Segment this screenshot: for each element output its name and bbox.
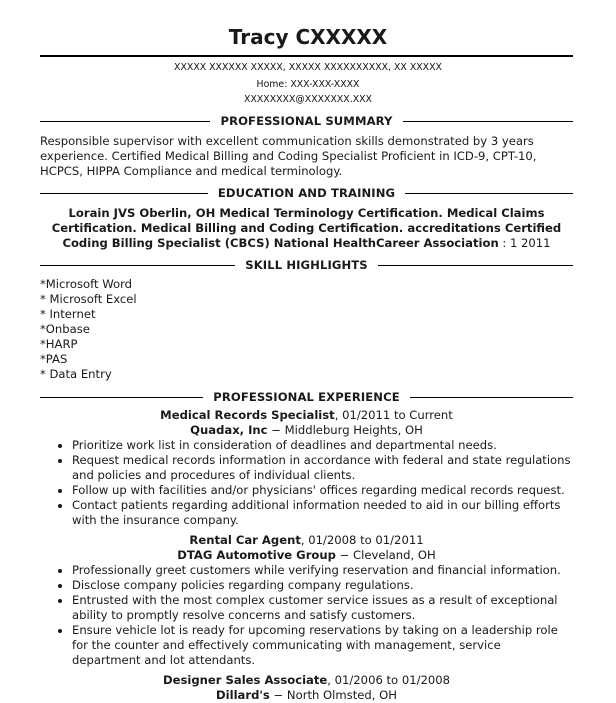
job-bullet: • Request medical records information in accordance with federal and state regulations and policies and procedures of individual clients. <box>72 453 573 483</box>
section-heading-education <box>40 186 573 200</box>
heading-rule-right <box>403 121 573 122</box>
experience-list <box>40 408 573 703</box>
job-company-line <box>40 548 573 563</box>
job-entry <box>40 673 573 703</box>
contact-address: XXXXX XXXXXX XXXXX, XXXXX XXXXXXXXXX, XX XXXXX <box>174 62 442 73</box>
job-entry <box>40 533 573 668</box>
skill-item: *Microsoft Word <box>40 277 133 291</box>
job-title: Designer Sales Associate <box>162 673 328 687</box>
job-company-line <box>40 423 573 438</box>
job-company-line <box>40 688 573 703</box>
job-dates: , 01/2011 to Current <box>334 408 453 422</box>
heading-rule-right <box>410 397 573 398</box>
section-heading-label: SKILL HIGHLIGHTS <box>245 257 368 272</box>
job-bullet: • Contact patients regarding additional information needed to aid in our billing efforts with the insurance company. <box>72 498 573 528</box>
skill-item: *HARP <box>40 337 78 351</box>
section-heading-summary <box>40 114 573 128</box>
job-bullet: • Professionally greet customers while verifying reservation and financial information. <box>72 563 573 578</box>
skill-item: *Onbase <box>40 322 90 336</box>
skill-item: * Microsoft Excel <box>40 292 137 306</box>
education-date: : 1 2011 <box>498 236 551 250</box>
contact-email: XXXXXXXX@XXXXXXX.XXX <box>244 94 372 105</box>
education-text: Lorain JVS Oberlin, OH Medical Terminology Certification. Medical Claims Certification. Medical Billing and Coding Certification. accreditations Certified Coding Billing Specialist (CBCS) National HealthCareer Association <box>51 206 562 250</box>
job-title: Rental Car Agent <box>189 533 301 547</box>
job-title-line <box>40 408 573 423</box>
section-heading-label: PROFESSIONAL SUMMARY <box>220 113 393 128</box>
job-bullet: • Entrusted with the most complex customer service issues as a result of exceptional ability to promptly resolve concerns and satisfy customers. <box>72 593 573 623</box>
job-dates: , 01/2008 to 01/2011 <box>300 533 424 547</box>
heading-rule-right <box>378 265 573 266</box>
job-bullet: • Follow up with facilities and/or physicians' offices regarding medical records request. <box>72 483 573 498</box>
job-company: Dillard's <box>216 688 270 702</box>
job-title-line <box>40 673 573 688</box>
education-entry <box>40 206 573 251</box>
summary-text: Responsible supervisor with excellent communication skills demonstrated by 3 years experience. Certified Medical Billing and Coding Specialist Proficient in ICD-9, CPT-10, HCPCS, HIPPA Compliance and medical terminology. <box>40 134 537 178</box>
job-bullet: • Disclose company policies regarding company regulations. <box>72 578 573 593</box>
job-dates: , 01/2006 to 01/2008 <box>327 673 450 687</box>
heading-rule-left <box>40 193 208 194</box>
header-rule <box>40 55 573 57</box>
job-entry <box>40 408 573 528</box>
heading-rule-left <box>40 121 210 122</box>
skill-item: *PAS <box>40 352 68 366</box>
skills-list <box>40 277 573 382</box>
section-heading-experience <box>40 390 573 404</box>
job-title: Medical Records Specialist <box>160 408 335 422</box>
section-heading-label: EDUCATION AND TRAINING <box>217 185 396 200</box>
job-bullet: • Ensure vehicle lot is ready for upcoming reservations by taking on a leadership role for the counter and effectively communicating with management, service department and lot attendants. <box>72 623 573 668</box>
section-heading-skills <box>40 258 573 272</box>
skill-item: * Data Entry <box>40 367 112 381</box>
section-heading-label: PROFESSIONAL EXPERIENCE <box>213 389 400 404</box>
heading-rule-left <box>40 397 203 398</box>
job-title-line <box>40 533 573 548</box>
job-bullet: • Prioritize work list in consideration of deadlines and departmental needs. <box>72 438 573 453</box>
contact-phone: Home: XXX-XXX-XXXX <box>256 79 360 90</box>
job-location: − North Olmsted, OH <box>269 688 397 702</box>
job-location: − Cleveland, OH <box>335 548 436 562</box>
job-bullets <box>40 438 573 528</box>
job-company: Quadax, Inc <box>190 423 268 437</box>
heading-rule-right <box>405 193 573 194</box>
candidate-name: Tracy CXXXXX <box>228 25 388 49</box>
heading-rule-left <box>40 265 235 266</box>
skill-item: * Internet <box>40 307 96 321</box>
job-company: DTAG Automotive Group <box>177 548 336 562</box>
job-location: − Middleburg Heights, OH <box>267 423 423 437</box>
job-bullets <box>40 563 573 668</box>
